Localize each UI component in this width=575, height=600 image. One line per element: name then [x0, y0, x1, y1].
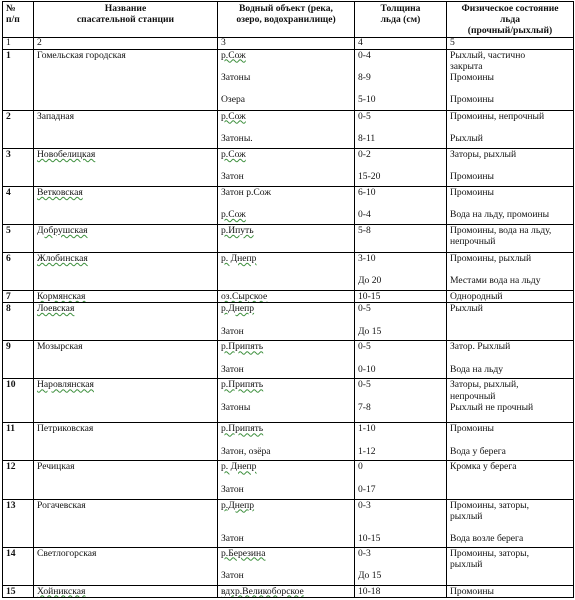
- ice-state-line: Промоины: [450, 585, 494, 597]
- ice-state-line: Однородный: [450, 291, 503, 303]
- ice-state-line: Промоины, рыхлый: [450, 252, 532, 264]
- ice-state-line: Кромка у берега: [450, 461, 517, 473]
- column-index-cell: 2: [34, 37, 218, 49]
- line-gap: [450, 522, 570, 533]
- table-row: [3, 499, 574, 547]
- table-row: [3, 110, 574, 148]
- water-body-line: Затон: [221, 363, 244, 375]
- ice-state: [447, 110, 574, 148]
- table-row: [3, 224, 574, 252]
- ice-state: [447, 461, 574, 499]
- station-name: [34, 341, 218, 379]
- station-name-text: Западная: [37, 110, 75, 122]
- ice-thickness-line: 0-17: [358, 483, 376, 495]
- ice-thickness-line: 10-18: [358, 585, 381, 597]
- table-row: [3, 461, 574, 499]
- row-number: 5: [3, 224, 34, 252]
- station-name-text: Хойникская: [37, 585, 86, 597]
- ice-state-line: рыхлый: [450, 558, 483, 570]
- ice-thickness: [355, 148, 447, 186]
- ice-state-line: Вода на льду: [450, 363, 504, 375]
- water-body-line: Затон: [221, 171, 244, 183]
- ice-thickness-line: До 15: [358, 570, 382, 582]
- ice-state: [447, 499, 574, 547]
- water-body-line: р.Сож: [221, 49, 246, 61]
- table-row: [3, 291, 574, 303]
- water-body: [218, 49, 355, 110]
- ice-thickness: [355, 291, 447, 303]
- station-name: [34, 148, 218, 186]
- row-number: 4: [3, 186, 34, 224]
- row-number: 14: [3, 547, 34, 585]
- row-number: 1: [3, 49, 34, 110]
- ice-thickness: [355, 341, 447, 379]
- ice-state: [447, 291, 574, 303]
- water-body: [218, 461, 355, 499]
- ice-thickness: [355, 252, 447, 290]
- line-gap: [221, 511, 351, 522]
- table-row: [3, 585, 574, 597]
- table-row: [3, 49, 574, 110]
- ice-state-line: Вода на льду, промоины: [450, 209, 550, 221]
- ice-state-line: Вода возле берега: [450, 533, 524, 545]
- line-gap: [221, 473, 351, 484]
- station-name: [34, 224, 218, 252]
- table-row: [3, 341, 574, 379]
- ice-state: [447, 224, 574, 252]
- rescue-stations-ice-table: [2, 1, 574, 598]
- station-name-text: Речицкая: [37, 461, 75, 473]
- line-gap: [221, 160, 351, 171]
- water-body-line: Затоны: [221, 401, 251, 413]
- line-gap: [221, 522, 351, 533]
- header-water-body: [218, 2, 355, 38]
- station-name-text: Новобелицкая: [37, 148, 96, 160]
- ice-thickness-line: 0-5: [358, 341, 371, 353]
- ice-state-line: непрочный: [450, 390, 496, 402]
- row-number: 3: [3, 148, 34, 186]
- ice-thickness-line: 1-12: [358, 445, 376, 457]
- water-body: [218, 291, 355, 303]
- station-name-text: Жлобинская: [37, 252, 88, 264]
- ice-thickness-line: 5-8: [358, 224, 371, 236]
- ice-state-line: Вода у берега: [450, 445, 506, 457]
- station-name-text: Светлогорская: [37, 547, 97, 559]
- ice-state-line: Рыхлый не прочный: [450, 401, 534, 413]
- line-gap: [221, 314, 351, 325]
- column-index-cell: 4: [355, 37, 447, 49]
- station-name: [34, 379, 218, 423]
- line-gap: [450, 198, 570, 209]
- station-name: [34, 291, 218, 303]
- ice-state-line: рыхлый: [450, 510, 483, 522]
- station-name-text: Лоевская: [37, 303, 75, 315]
- ice-state-line: непрочный: [450, 236, 496, 248]
- ice-state-line: Промоины, вода на льду,: [450, 224, 552, 236]
- station-name: [34, 423, 218, 461]
- line-gap: [358, 264, 443, 275]
- line-gap: [450, 264, 570, 275]
- ice-state-line: Рыхлый, частично: [450, 49, 526, 61]
- line-gap: [450, 435, 570, 446]
- column-index-cell: 3: [218, 37, 355, 49]
- water-body: [218, 110, 355, 148]
- header-station-line: спасательной станции: [76, 14, 175, 26]
- water-body: [218, 585, 355, 597]
- water-body: [218, 186, 355, 224]
- water-body-line: оз.Сырское: [221, 291, 268, 303]
- column-index-row: [3, 37, 574, 49]
- line-gap: [221, 198, 351, 209]
- ice-thickness-line: 0-5: [358, 110, 371, 122]
- water-body-line: р. Днепр: [221, 252, 257, 264]
- ice-thickness: [355, 547, 447, 585]
- header-thickness-line: льда (см): [380, 14, 421, 26]
- water-body-line: Затон: [221, 570, 244, 582]
- table-row: [3, 252, 574, 290]
- water-body-line: р.Припять: [221, 423, 264, 435]
- water-body: [218, 423, 355, 461]
- station-name-text: Мозырская: [37, 341, 83, 353]
- ice-thickness: [355, 110, 447, 148]
- ice-thickness-line: До 15: [358, 325, 382, 337]
- ice-state-line: Промоины, заторы,: [450, 547, 530, 559]
- line-gap: [221, 559, 351, 570]
- water-body-line: вдхр.Великоборское: [221, 585, 304, 597]
- ice-thickness: [355, 461, 447, 499]
- header-thickness-line: Толщина: [380, 3, 421, 14]
- water-body: [218, 252, 355, 290]
- ice-thickness: [355, 499, 447, 547]
- ice-state-line: Промоины: [450, 171, 494, 183]
- water-body: [218, 547, 355, 585]
- water-body-line: Затоны: [221, 72, 251, 84]
- ice-state-line: Промоины: [450, 186, 494, 198]
- water-body-line: р.Припять: [221, 341, 264, 353]
- ice-thickness: [355, 303, 447, 341]
- station-name: [34, 499, 218, 547]
- water-body: [218, 499, 355, 547]
- header-number-line: п/п: [6, 14, 20, 26]
- table-row: [3, 379, 574, 423]
- row-number: 10: [3, 379, 34, 423]
- ice-thickness: [355, 186, 447, 224]
- row-number: 2: [3, 110, 34, 148]
- ice-state-line: Промоины: [450, 72, 494, 84]
- line-gap: [358, 511, 443, 522]
- ice-state: [447, 341, 574, 379]
- ice-thickness: [355, 423, 447, 461]
- row-number: 6: [3, 252, 34, 290]
- ice-thickness-line: 0-10: [358, 363, 376, 375]
- water-body-line: Затон: [221, 533, 244, 545]
- line-gap: [358, 435, 443, 446]
- row-number: 13: [3, 499, 34, 547]
- ice-thickness-line: 10-15: [358, 291, 381, 303]
- ice-state-line: Рыхлый: [450, 303, 483, 315]
- station-name-text: Наровлянская: [37, 379, 94, 391]
- line-gap: [358, 160, 443, 171]
- line-gap: [221, 122, 351, 133]
- water-body: [218, 148, 355, 186]
- ice-thickness-line: 1-10: [358, 423, 376, 435]
- line-gap: [221, 61, 351, 72]
- ice-state-line: Заторы, рыхлый,: [450, 379, 519, 391]
- table-row: [3, 186, 574, 224]
- line-gap: [358, 353, 443, 364]
- header-station-name: [34, 2, 218, 38]
- header-station-line: Название: [104, 3, 147, 14]
- line-gap: [221, 353, 351, 364]
- ice-thickness-line: 0-3: [358, 547, 371, 559]
- water-body-line: р.Ипуть: [221, 224, 254, 236]
- ice-thickness-line: 0-3: [358, 499, 371, 511]
- station-name-text: Кормянская: [37, 291, 86, 303]
- ice-report-document: [2, 1, 573, 598]
- ice-state: [447, 379, 574, 423]
- line-gap: [221, 391, 351, 402]
- line-gap: [358, 61, 443, 72]
- row-number: 8: [3, 303, 34, 341]
- ice-state-line: Промоины: [450, 94, 494, 106]
- ice-state-line: Промоины: [450, 423, 494, 435]
- column-index-cell: 1: [3, 37, 34, 49]
- ice-thickness: [355, 224, 447, 252]
- ice-state: [447, 423, 574, 461]
- ice-state-line: Рыхлый: [450, 133, 483, 145]
- header-state-line: (прочный/рыхлый): [467, 25, 553, 37]
- station-name-text: Рогачевская: [37, 499, 86, 511]
- ice-thickness-line: 3-10: [358, 252, 376, 264]
- station-name: [34, 252, 218, 290]
- ice-state-line: Заторы, рыхлый: [450, 148, 517, 160]
- ice-thickness-line: 0-5: [358, 379, 371, 391]
- water-body: [218, 303, 355, 341]
- header-number-line: №: [6, 3, 16, 14]
- ice-thickness-line: До 20: [358, 275, 382, 287]
- row-number: 12: [3, 461, 34, 499]
- table-row: [3, 423, 574, 461]
- water-body-line: р.Березина: [221, 547, 266, 559]
- water-body-line: Затон, озёра: [221, 445, 271, 457]
- line-gap: [358, 473, 443, 484]
- station-name: [34, 303, 218, 341]
- ice-thickness-line: 15-20: [358, 171, 381, 183]
- row-number: 9: [3, 341, 34, 379]
- ice-thickness-line: 10-15: [358, 533, 381, 545]
- station-name: [34, 585, 218, 597]
- ice-state: [447, 148, 574, 186]
- line-gap: [450, 122, 570, 133]
- water-body-line: р.Сож: [221, 209, 246, 221]
- header-water-line: озеро, водохранилище): [236, 14, 336, 26]
- ice-thickness: [355, 379, 447, 423]
- station-name: [34, 461, 218, 499]
- ice-state-line: закрыта: [450, 60, 483, 72]
- table-row: [3, 148, 574, 186]
- table-body: [3, 37, 574, 597]
- header-ice-state: [447, 2, 574, 38]
- ice-thickness-line: 6-10: [358, 186, 376, 198]
- station-name-text: Добрушская: [37, 224, 88, 236]
- water-body-line: р.Днепр: [221, 303, 255, 315]
- ice-thickness-line: 8-9: [358, 72, 371, 84]
- ice-state: [447, 547, 574, 585]
- table-row: [3, 303, 574, 341]
- water-body-line: р. Днепр: [221, 461, 257, 473]
- line-gap: [221, 435, 351, 446]
- ice-thickness-line: 7-8: [358, 401, 371, 413]
- ice-thickness: [355, 49, 447, 110]
- water-body: [218, 341, 355, 379]
- water-body-line: р.Сож: [221, 148, 246, 160]
- line-gap: [358, 314, 443, 325]
- row-number: 7: [3, 291, 34, 303]
- line-gap: [358, 83, 443, 94]
- line-gap: [450, 353, 570, 364]
- water-body-line: Озера: [221, 94, 246, 106]
- water-body-line: Затон р.Сож: [221, 186, 271, 198]
- station-name: [34, 547, 218, 585]
- water-body-line: р.Сож: [221, 110, 246, 122]
- ice-state: [447, 186, 574, 224]
- row-number: 11: [3, 423, 34, 461]
- header-state-line: Физическое состояние: [461, 3, 559, 14]
- water-body: [218, 379, 355, 423]
- line-gap: [358, 522, 443, 533]
- line-gap: [450, 83, 570, 94]
- header-state-line: льда: [499, 14, 521, 26]
- ice-state-line: Промоины, непрочный: [450, 110, 545, 122]
- ice-state-line: Затор. Рыхлый: [450, 341, 511, 353]
- line-gap: [358, 122, 443, 133]
- water-body-line: Затоны.: [221, 133, 253, 145]
- table-row: [3, 547, 574, 585]
- line-gap: [358, 391, 443, 402]
- column-index-cell: 5: [447, 37, 574, 49]
- ice-state: [447, 303, 574, 341]
- ice-thickness-line: 0-5: [358, 303, 371, 315]
- station-name: [34, 49, 218, 110]
- header-water-line: Водный объект (река,: [239, 3, 333, 14]
- line-gap: [221, 83, 351, 94]
- ice-thickness-line: 5-10: [358, 94, 376, 106]
- water-body: [218, 224, 355, 252]
- line-gap: [358, 559, 443, 570]
- line-gap: [450, 160, 570, 171]
- water-body-line: Затон: [221, 325, 244, 337]
- line-gap: [358, 198, 443, 209]
- station-name-text: Ветковская: [37, 186, 83, 198]
- ice-state: [447, 252, 574, 290]
- ice-thickness-line: 0-2: [358, 148, 371, 160]
- station-name: [34, 110, 218, 148]
- station-name-text: Петриковская: [37, 423, 94, 435]
- ice-state: [447, 585, 574, 597]
- row-number: 15: [3, 585, 34, 597]
- ice-thickness-line: 0-4: [358, 209, 371, 221]
- ice-state-line: Местами вода на льду: [450, 275, 541, 287]
- water-body-line: р.Припять: [221, 379, 264, 391]
- ice-state: [447, 49, 574, 110]
- header-ice-thickness: [355, 2, 447, 38]
- station-name-text: Гомельская городская: [37, 49, 126, 61]
- ice-thickness-line: 0-4: [358, 49, 371, 61]
- station-name: [34, 186, 218, 224]
- water-body-line: Затон: [221, 483, 244, 495]
- ice-thickness: [355, 585, 447, 597]
- ice-thickness-line: 8-11: [358, 133, 376, 145]
- ice-state-line: Промоины, заторы,: [450, 499, 530, 511]
- table-header-row: [3, 2, 574, 38]
- water-body-line: р.Днепр: [221, 499, 255, 511]
- ice-thickness-line: 0: [358, 461, 363, 473]
- header-number: [3, 2, 34, 38]
